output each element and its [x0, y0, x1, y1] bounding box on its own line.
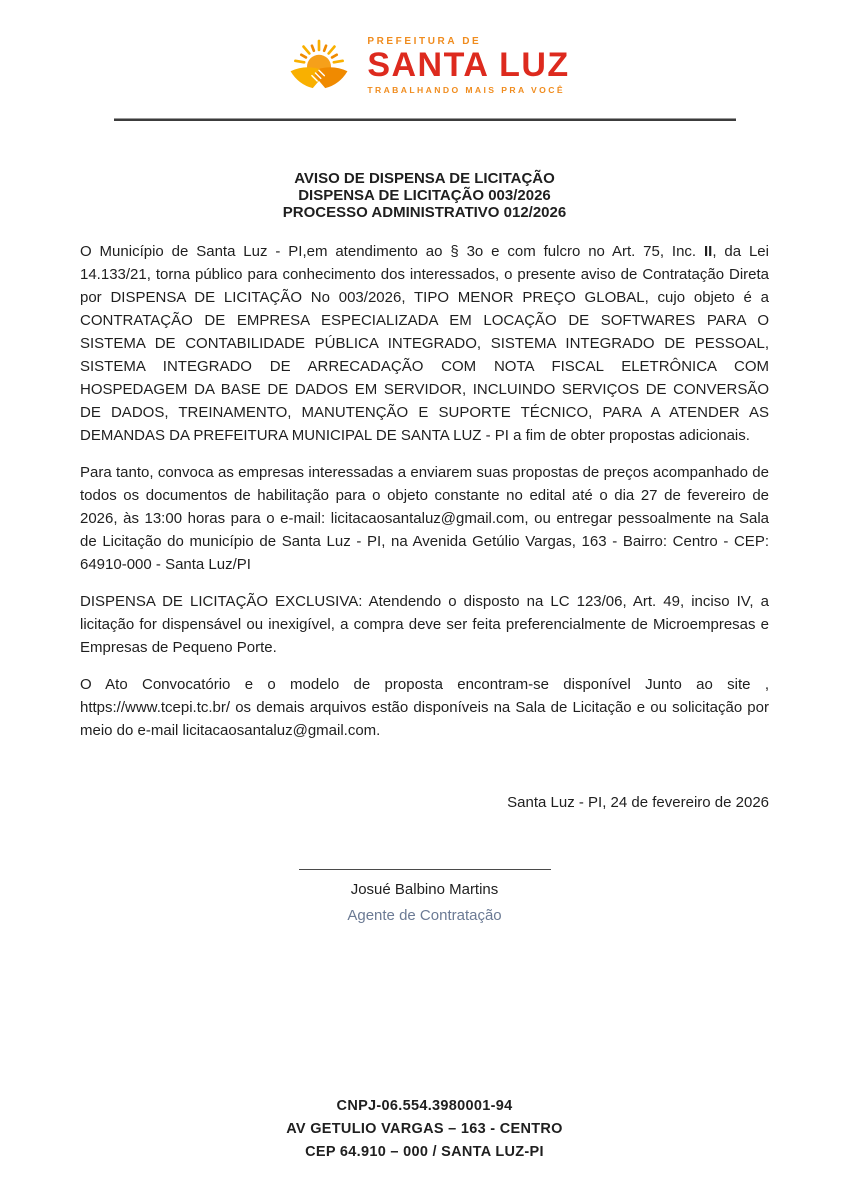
logo-slogan: TRABALHANDO MAIS PRA VOCÊ — [367, 84, 565, 95]
signature-role: Agente de Contratação — [347, 907, 502, 924]
sun-handshake-icon — [279, 26, 359, 104]
paragraph-objeto-rest: , da Lei 14.133/21, torna público para conhecimento dos interessados, o presente aviso de Contratação Direta por DISPENSA DE LICITAÇÃO No 003/2026, TIPO MENOR PREÇO GLOBAL, cujo objeto é a CONTRATAÇÃO DE EMPRESA ESPECIALIZADA EM LOCAÇÃO DE SOFTWARES PARA O SISTEMA DE CONTABILIDADE PÚBLICA INTEGRADO, SISTEMA INTEGRADO DE PESSOAL, SISTEMA INTEGRADO DE ARRECADAÇÃO COM NOTA FISCAL ELETRÔNICA COM HOSPEDAGEM DA BASE DE DADOS EM SERVIDOR, INCLUINDO SERVIÇOS DE CONVERSÃO DE DADOS, TREINAMENTO, MANUTENÇÃO E SUPORTE TÉCNICO, PARA A ATENDER AS DEMANDAS DA PREFEITURA MUNICIPAL DE SANTA LUZ - PI a fim de obter propostas adicionais. — [80, 243, 769, 444]
dateline: Santa Luz - PI, 24 de fevereiro de 2026 — [507, 794, 769, 811]
footer-address: AV GETULIO VARGAS – 163 - CENTRO — [286, 1121, 563, 1137]
paragraph-convocacao: Para tanto, convoca as empresas interessadas a enviarem suas propostas de preços acompanhado de todos os documentos de habilitação para o objeto constante no edital até o dia 27 de fevereiro de 2026, às 13:00 horas para o e-mail: licitacaosantaluz@gmail.com, ou entregar pessoalmente na Sala de Licitação do município de Santa Luz - PI, na Avenida Getúlio Vargas, 163 - Bairro: Centro - CEP: 64910-000 - Santa Luz/PI — [80, 464, 769, 573]
header-divider — [114, 118, 736, 121]
title-line-processo: PROCESSO ADMINISTRATIVO 012/2026 — [282, 204, 567, 221]
footer-cep: CEP 64.910 – 000 / SANTA LUZ-PI — [305, 1144, 544, 1160]
signature-line — [299, 869, 551, 870]
signature-block — [80, 869, 769, 924]
title-line-aviso: AVISO DE DISPENSA DE LICITAÇÃO — [294, 170, 555, 187]
paragraph-objeto — [80, 240, 769, 447]
title-line-dispensa: DISPENSA DE LICITAÇÃO 003/2026 — [298, 187, 551, 204]
paragraph-exclusiva: DISPENSA DE LICITAÇÃO EXCLUSIVA: Atendendo o disposto na LC 123/06, Art. 49, inciso IV, a licitação for dispensável ou inexigível, a compra deve ser feita preferencialmente de Microempresas e Empresas de Pequeno Porte. — [80, 593, 769, 656]
document-title — [80, 170, 769, 221]
document-footer — [0, 1095, 849, 1164]
signature-name: Josué Balbino Martins — [350, 881, 499, 898]
logo-subtitle-top: PREFEITURA DE — [367, 35, 482, 47]
logo-text — [367, 36, 569, 95]
paragraph-objeto-inciso: II — [703, 243, 713, 260]
letterhead — [0, 0, 849, 121]
logo-city-name: SANTA LUZ — [367, 45, 570, 84]
prefeitura-logo — [0, 26, 849, 104]
footer-cnpj: CNPJ-06.554.3980001-94 — [336, 1098, 513, 1114]
paragraph-ato-convocatorio: O Ato Convocatório e o modelo de proposta encontram-se disponível Junto ao site , https://www.tcepi.tc.br/ os demais arquivos estão disponíveis na Sala de Licitação e ou solicitação por meio do e-mail licitacaosantaluz@gmail.com. — [80, 676, 769, 739]
paragraph-objeto-text: O Município de Santa Luz - PI,em atendimento ao § 3o e com fulcro no Art. 75, Inc. — [80, 243, 704, 260]
document-body — [0, 170, 849, 924]
